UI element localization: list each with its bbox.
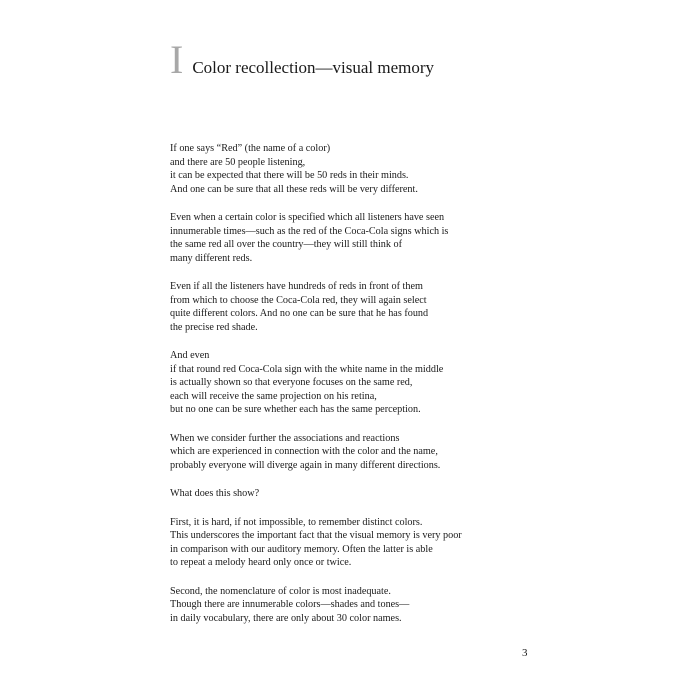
- text-line: the same red all over the country—they will still think of: [170, 239, 402, 250]
- text-line: to repeat a melody heard only once or twice.: [170, 557, 352, 568]
- text-line: This underscores the important fact that the visual memory is very poor: [170, 530, 462, 541]
- chapter-numeral: I: [170, 37, 184, 82]
- paragraph: [170, 432, 640, 473]
- text-line: When we consider further the associations and reactions: [170, 432, 400, 444]
- paragraph: [170, 142, 640, 196]
- page-number: 3: [522, 647, 528, 659]
- paragraph: [170, 211, 640, 265]
- paragraph: [170, 349, 640, 417]
- text-line: Though there are innumerable colors—shades and tones—: [170, 599, 410, 610]
- paragraph: [170, 487, 640, 501]
- text-line: quite different colors. And no one can be sure that he has found: [170, 308, 429, 319]
- paragraph: [170, 280, 640, 334]
- text-line: in daily vocabulary, there are only about 30 color names.: [170, 612, 402, 624]
- text-line: if that round red Coca-Cola sign with the white name in the middle: [170, 363, 444, 375]
- body-text: [170, 142, 640, 640]
- text-line: from which to choose the Coca-Cola red, they will again select: [170, 294, 427, 306]
- text-line: What does this show?: [170, 488, 260, 499]
- text-line: First, it is hard, if not impossible, to remember distinct colors.: [170, 516, 423, 528]
- text-line: Even if all the listeners have hundreds of reds in front of them: [170, 281, 423, 292]
- text-line: but no one can be sure whether each has the same perception.: [170, 404, 421, 415]
- chapter-header: [170, 37, 435, 82]
- text-line: probably everyone will diverge again in many different directions.: [170, 459, 441, 471]
- text-line: If one says “Red” (the name of a color): [170, 143, 331, 154]
- paragraph: [170, 585, 640, 626]
- text-line: it can be expected that there will be 50 reds in their minds.: [170, 170, 409, 181]
- text-line: And even: [170, 350, 210, 361]
- text-line: and there are 50 people listening,: [170, 156, 306, 168]
- text-line: which are experienced in connection with the color and the name,: [170, 446, 438, 457]
- text-line: Even when a certain color is specified which all listeners have seen: [170, 212, 445, 223]
- text-line: the precise red shade.: [170, 321, 258, 333]
- text-line: And one can be sure that all these reds will be very different.: [170, 183, 418, 195]
- chapter-title: Color recollection—visual memory: [192, 58, 435, 77]
- paragraph: [170, 516, 640, 570]
- text-line: Second, the nomenclature of color is most inadequate.: [170, 585, 391, 597]
- text-line: innumerable times—such as the red of the Coca-Cola signs which is: [170, 225, 449, 237]
- text-line: each will receive the same projection on his retina,: [170, 390, 377, 402]
- text-line: in comparison with our auditory memory. Often the latter is able: [170, 543, 433, 555]
- text-line: many different reds.: [170, 252, 253, 264]
- text-line: is actually shown so that everyone focuses on the same red,: [170, 377, 413, 388]
